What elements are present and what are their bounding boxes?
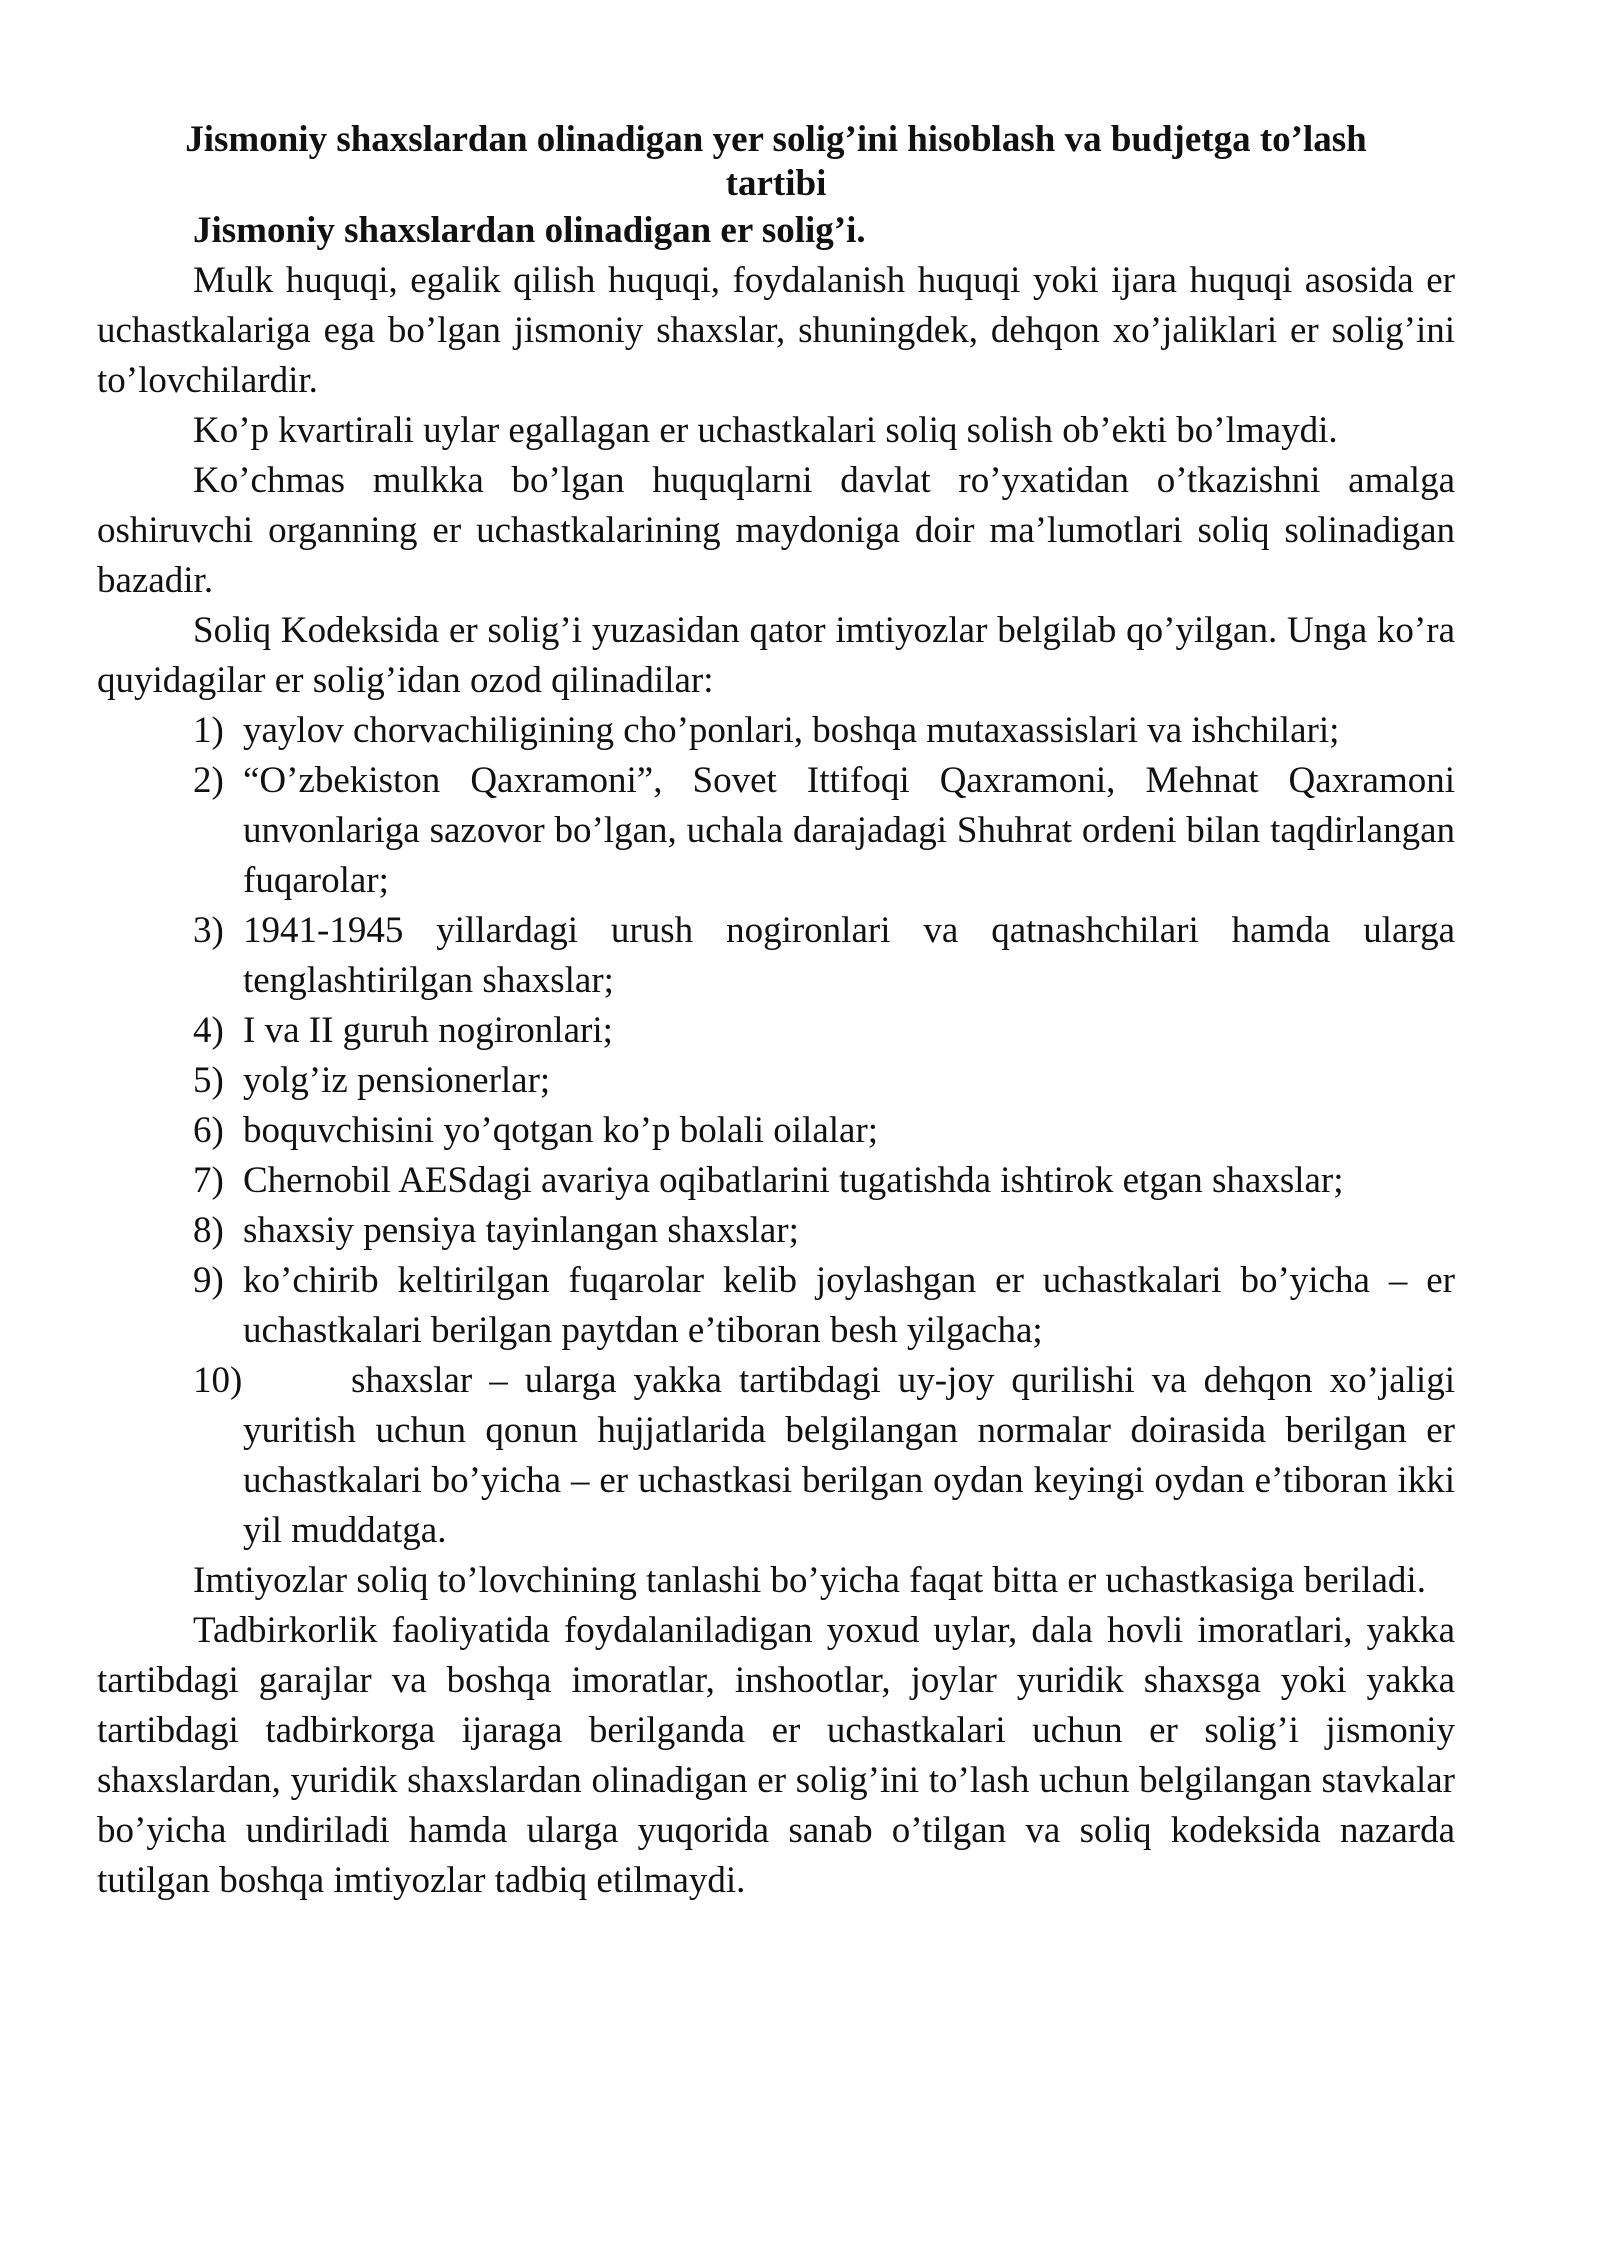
list-item-text: shaxsiy pensiya tayinlangan shaxslar; [243,1210,799,1251]
list-item-text: 1941-1945 yillardagi urush nogironlari va qatnashchilari hamda ularga tenglashtirilgan shaxslar; [243,910,1455,1001]
paragraph-business-use: Tadbirkorlik faoliyatida foydalaniladigan yoxud uylar, dala hovli imoratlari, yakka tartibdagi garajlar va boshqa imoratlar, inshootlar, joylar yuridik shaxsga yoki yakka tartibdagi tadbirkorga ijaraga berilganda er uchastkalari uchun er solig’i jismoniy shaxslardan, yuridik shaxslardan olinadigan er solig’ini to’lash uchun belgilangan stavkalar bo’yicha undiriladi hamda ularga yuqorida sanab o’tilgan va soliq kodeksida nazarda tutilgan boshqa imtiyozlar tadbiq etilmaydi. [97,1610,1455,1901]
list-item [97,1206,1455,1256]
list-item-number: 9) [193,1260,224,1301]
list-item-text: “O’zbekiston Qaxramoni”, Sovet Ittifoqi Qaxramoni, Mehnat Qaxramoni unvonlariga sazovor bo’lgan, uchala darajadagi Shuhrat ordeni bilan taqdirlangan fuqarolar; [243,760,1455,901]
list-item-text: I va II guruh nogironlari; [243,1010,613,1051]
list-item [97,1056,1455,1106]
list-item-number: 10) [193,1360,243,1401]
list-item-text: ko’chirib keltirilgan fuqarolar kelib joylashgan er uchastkalari bo’yicha – er uchastkalari berilgan paytdan e’tiboran besh yilgacha; [243,1260,1455,1351]
list-item-number: 2) [193,760,224,801]
list-item [97,1156,1455,1206]
paragraph-tax-base: Ko’chmas mulkka bo’lgan huquqlarni davlat ro’yxatidan o’tkazishni amalga oshiruvchi organning er uchastkalarining maydoniga doir ma’lumotlari soliq solinadigan bazadir. [97,460,1455,601]
list-item [97,756,1455,906]
list-item [97,906,1455,1006]
list-item-number: 6) [193,1110,224,1151]
list-item [97,1006,1455,1056]
paragraph-apartments: Ko’p kvartirali uylar egallagan er uchastkalari soliq solish ob’ekti bo’lmaydi. [193,410,1338,451]
list-item-number: 4) [193,1010,224,1051]
list-item-text: yolg’iz pensionerlar; [243,1060,551,1101]
list-item-text: yaylov chorvachiligining cho’ponlari, boshqa mutaxassislari va ishchilari; [243,710,1340,751]
list-item [97,1256,1455,1356]
list-item [97,1106,1455,1156]
document-page [97,118,1455,1906]
list-item-number: 7) [193,1160,224,1201]
list-item-text: shaxslar – ularga yakka tartibdagi uy-joy qurilishi va dehqon xo’jaligi yuritish uchun qonun hujjatlarida belgilangan normalar doirasida berilgan er uchastkalari bo’yicha – er uchastkasi berilgan oydan keyingi oydan e’tiboran ikki yil muddatga. [243,1360,1455,1551]
list-item-number: 3) [193,910,224,951]
list-item-text: Chernobil AESdagi avariya oqibatlarini tugatishda ishtirok etgan shaxslar; [243,1160,1344,1201]
list-item-number: 1) [193,710,224,751]
paragraph-exemptions-intro: Soliq Kodeksida er solig’i yuzasidan qator imtiyozlar belgilab qo’yilgan. Unga ko’ra quyidagilar er solig’idan ozod qilinadilar: [97,610,1455,701]
list-item [97,706,1455,756]
list-item-number: 5) [193,1060,224,1101]
list-item-number: 8) [193,1210,224,1251]
document-subtitle: Jismoniy shaxslardan olinadigan er solig’i. [193,210,866,251]
paragraph-taxpayers: Mulk huquqi, egalik qilish huquqi, foydalanish huquqi yoki ijara huquqi asosida er uchastkalariga ega bo’lgan jismoniy shaxslar, shuningdek, dehqon xo’jaliklari er solig’ini to’lovchilardir. [97,260,1455,401]
exemptions-list [97,706,1455,1556]
paragraph-single-plot: Imtiyozlar soliq to’lovchining tanlashi bo’yicha faqat bitta er uchastkasiga beriladi. [193,1560,1426,1601]
document-title: Jismoniy shaxslardan olinadigan yer solig’ini hisoblash va budjetga to’lash tartibi [185,119,1367,204]
list-item [97,1356,1455,1556]
list-item-text: boquvchisini yo’qotgan ko’p bolali oilalar; [243,1110,879,1151]
